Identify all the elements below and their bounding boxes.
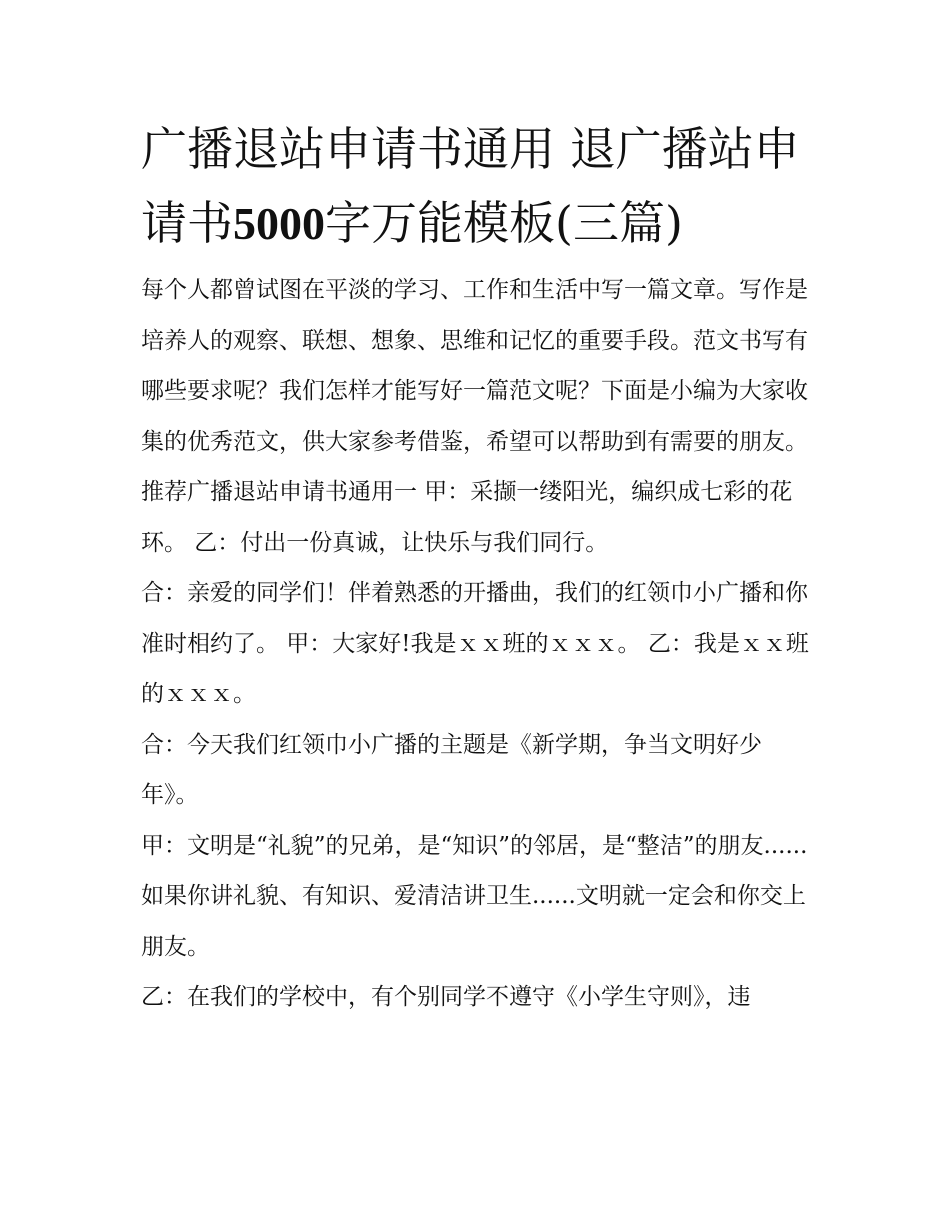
document-page [141, 112, 813, 1023]
intro-paragraph: 每个人都曾试图在平淡的学习、工作和生活中写一篇文章。写作是培养人的观察、联想、想象、思维和记忆的重要手段。范文书写有哪些要求呢？我们怎样才能写好一篇范文呢？下面是小编为大家收集的优秀范文，供大家参考借鉴，希望可以帮助到有需要的朋友。 [141, 277, 808, 455]
paragraph-school-rules: 乙：在我们的学校中，有个别同学不遵守《小学生守则》，违 [141, 984, 751, 1010]
paragraph-civility: 甲：文明是“礼貌”的兄弟，是“知识”的邻居，是“整洁”的朋友......如果你讲礼貌、有知识、爱清洁讲卫生......文明就一定会和你交上朋友。 [141, 832, 808, 960]
document-body [141, 265, 813, 1023]
paragraph-theme: 合：今天我们红领巾小广播的主题是《新学期，争当文明好少年》。 [141, 731, 762, 808]
document-title [141, 112, 813, 261]
paragraph-recommend-opening: 推荐广播退站申请书通用一 甲：采撷一缕阳光，编织成七彩的花环。 乙：付出一份真诚，让快乐与我们同行。 [141, 479, 793, 556]
title-number: 5000 [233, 198, 325, 249]
title-text-part2: 字万能模板(三篇) [325, 196, 683, 250]
paragraph-greeting: 合：亲爱的同学们！伴着熟悉的开播曲，我们的红领巾小广播和你准时相约了。 甲：大家好!我是ｘｘ班的ｘｘｘ。 乙：我是ｘｘ班的ｘｘｘ。 [141, 580, 809, 707]
title-text-part1: 广播退站申请书通用 退广播站申请书 [141, 122, 800, 250]
